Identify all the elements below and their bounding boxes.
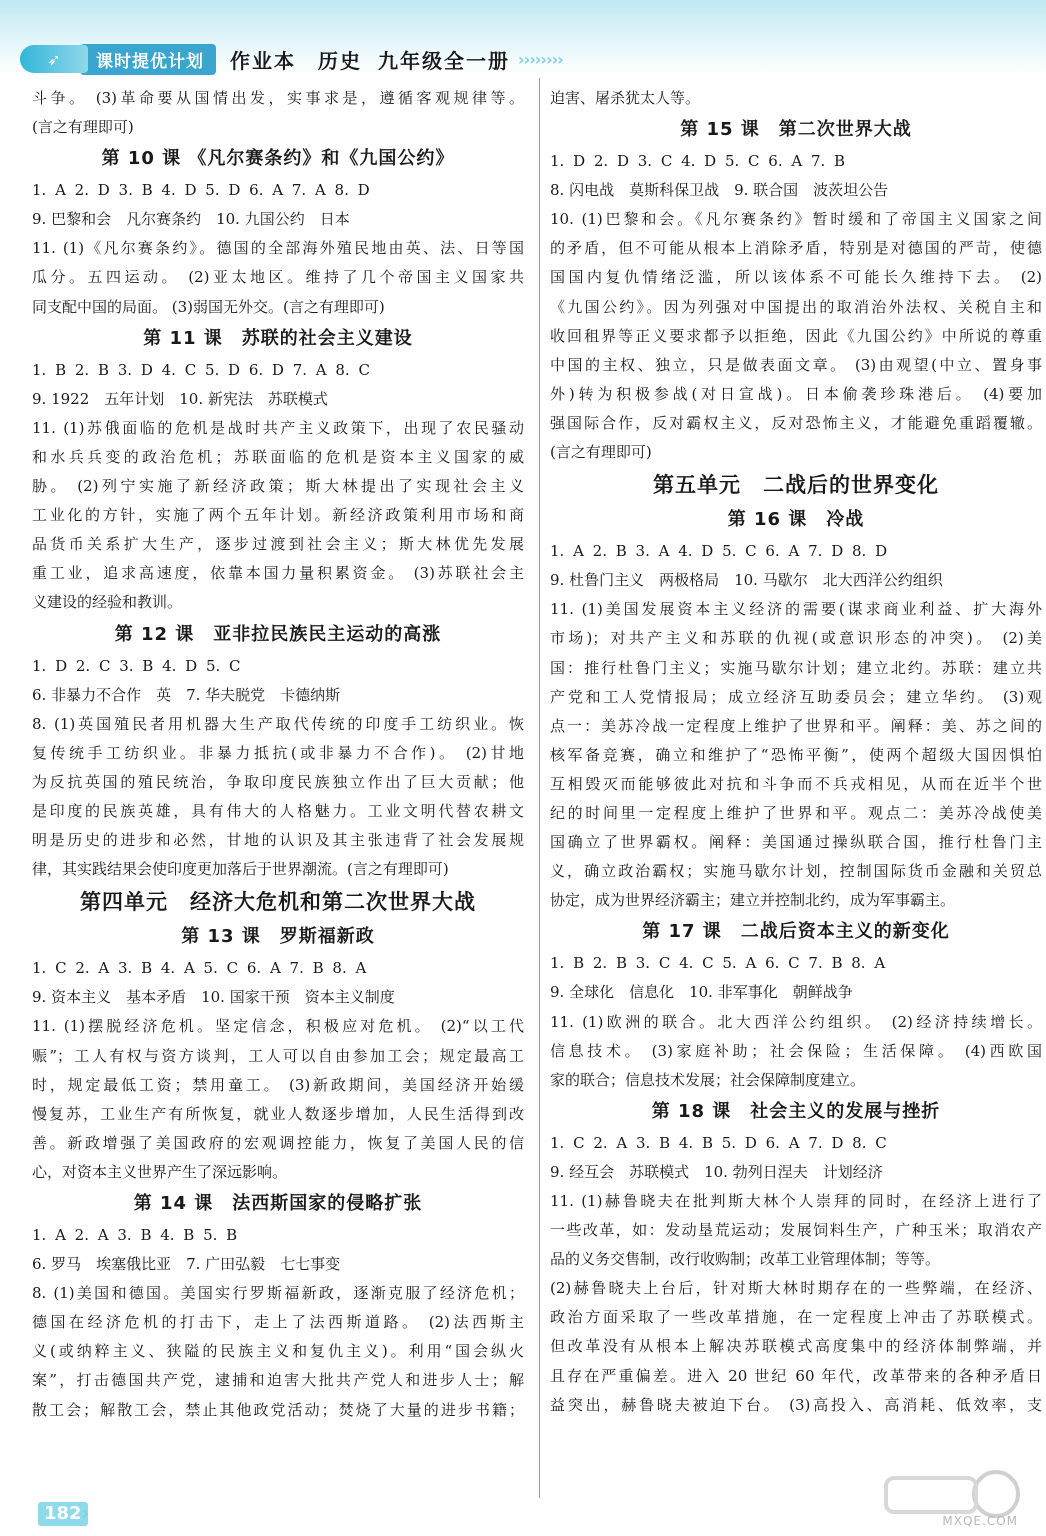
text-line: 9. 全球化 信息化 10. 非军事化 朝鲜战争 [550,983,853,1002]
text-line: 慢复苏，工业生产有所恢复，就业人数逐步增加，人民生活得到改 [32,1104,524,1123]
text-line: 8. 闪电战 莫斯科保卫战 9. 联合国 波茨坦公告 [550,181,889,200]
text-line: 品的义务交售制，改行收购制；改革工业管理体制；等等。 [550,1250,941,1269]
grade-label: 九年级全一册 [378,48,510,73]
text-line: 9. 经互会 苏联模式 10. 勃列日涅夫 计划经济 [550,1162,883,1181]
choice-answers: 1. A 2. A 3. B 4. B 5. B [32,1226,238,1244]
text-line: 赈”；工人有权与资方谈判，工人可以自由参加工会；规定最高工 [32,1046,524,1065]
text-line: 互相毁灭而能够彼此对抗和斗争而不兵戎相见，从而在近半个世 [550,774,1042,793]
text-line: 协定，成为世界经济霸主；建立并控制北约，成为军事霸主。 [550,891,956,910]
lesson-heading: 第 18 课 社会主义的发展与挫折 [651,1100,941,1122]
text-line: 收回租界等正义要求都予以拒绝，因此《九国公约》中所说的尊重 [550,326,1042,345]
text-line: 11. (1)摆脱经济危机。坚定信念，积极应对危机。 (2)“以工代 [32,1017,524,1036]
text-line: 工业化的方针，实施了两个五年计划。新经济政策利用市场和商 [32,506,524,525]
unit-heading: 第四单元 经济大危机和第二次世界大战 [80,890,476,915]
text-line: 11. (1)赫鲁晓夫在批判斯大林个人崇拜的同时，在经济上进行了 [550,1192,1042,1210]
text-line: 点一：美苏冷战一定程度上维护了世界和平。阐释：美、苏之间的 [550,716,1042,735]
text-line: 产党和工人党情报局；成立经济互助委员会；建立华约。 (3)观 [550,687,1042,706]
text-line: 品货币关系扩大生产，逐步过渡到社会主义；斯大林优先发展 [32,535,524,554]
choice-answers: 1. A 2. D 3. B 4. D 5. D 6. A 7. A 8. D [32,181,370,200]
text-line: 益突出，赫鲁晓夫被迫下台。 (3)高投入、高消耗、低效率，支 [550,1395,1042,1414]
text-line: (言之有理即可) [32,118,134,137]
text-line: (言之有理即可) [550,443,652,462]
text-line: (2)赫鲁晓夫上台后，针对斯大林时期存在的一些弊端，在经济、 [550,1279,1042,1298]
text-line: 核军备竞赛，确立和维护了“恐怖平衡”，使两个超级大国因惧怕 [550,745,1042,764]
text-line: 时，规定最低工资；禁用童工。 (3)新政期间，美国经济开始缓 [32,1075,524,1094]
text-line: 迫害、屠杀犹太人等。 [550,89,701,107]
lesson-heading: 第 16 课 冷战 [727,509,865,531]
text-line: 瓜分。五四运动。 (2)亚太地区。维持了几个帝国主义国家共 [32,268,524,287]
text-line: 家的联合；信息技术发展；社会保障制度建立。 [550,1070,866,1089]
text-line: 9. 巴黎和会 凡尔赛条约 10. 九国公约 日本 [32,210,350,229]
text-line: 心，对资本主义世界产生了深远影响。 [32,1162,288,1181]
text-line: 为反抗英国的殖民统治，争取印度民族独立作出了巨大贡献；他 [32,772,524,791]
text-line: 11. (1)《凡尔赛条约》。德国的全部海外殖民地由英、法、日等国 [32,239,524,258]
text-line: 的矛盾，但不可能从根本上消除矛盾，特别是对德国的严苛，使德 [550,239,1042,258]
text-line: 《九国公约》。因为列强对中国提出的取消治外法权、关税自主和 [550,297,1042,316]
text-line: 信息技术。 (3)家庭补助；社会保险；生活保障。 (4)西欧国 [550,1041,1042,1060]
text-line: 6. 罗马 埃塞俄比亚 7. 广田弘毅 七七事变 [32,1255,341,1274]
chevrons-right-icon: ›››››››› [518,49,563,69]
lesson-heading: 第 10 课 《凡尔赛条约》和《九国公约》 [101,148,455,170]
watermark-text: MXQE.COM [942,1514,1018,1528]
choice-answers: 1. C 2. A 3. B 4. B 5. D 6. A 7. D 8. C [550,1133,887,1152]
text-line: 德国在经济危机的打击下，走上了法西斯道路。 (2)法西斯主 [32,1313,524,1332]
chevron-right-icon: › [82,1503,90,1524]
text-line: 和水兵兵变的政治危机；苏联面临的危机是资本主义国家的威 [32,447,524,466]
text-line: 国：推行杜鲁门主义；实施马歇尔计划；建立北约。苏联：建立共 [550,658,1042,677]
text-line: 纪的时间里一定程度上维护了世界和平。观点二：美苏冷战使美 [550,803,1042,822]
text-line: 一些改革，如：发动垦荒运动；发展饲料生产，广种玉米；取消农产 [550,1221,1042,1240]
text-line: 义，确立政治霸权；实施马歇尔计划，控制国际货币金融和关贸总 [550,862,1042,881]
text-line: 善。新政增强了美国政府的宏观调控能力，恢复了美国人民的信 [32,1133,524,1152]
lesson-heading: 第 17 课 二战后资本主义的新变化 [642,921,950,943]
choice-answers: 1. D 2. C 3. B 4. D 5. C [32,656,241,675]
right-column [550,84,1042,1420]
text-line: 外)转为积极参战(对日宣战)。日本偷袭珍珠港后。 (4)要加 [550,384,1042,403]
text-line: 律，其实践结果会使印度更加落后于世界潮流。(言之有理即可) [32,860,449,879]
text-line: 9. 资本主义 基本矛盾 10. 国家干预 资本主义制度 [32,988,395,1007]
brand-logo-icon: ➶ [20,45,88,73]
text-line: 明是历史的进步和必然，甘地的认识及其主张违背了社会发展规 [32,831,524,850]
header-bar [20,44,563,74]
text-line: 9. 1922 五年计划 10. 新宪法 苏联模式 [32,389,328,408]
text-line: 国确立了世界霸权。阐释：美国通过操纵联合国，推行杜鲁门主 [550,833,1042,852]
text-line: 国国内复仇情绪泛滥，所以该体系不可能长久维持下去。 (2) [550,268,1042,287]
choice-answers: 1. A 2. B 3. A 4. D 5. C 6. A 7. D 8. D [550,542,888,561]
choice-answers: 1. C 2. A 3. B 4. A 5. C 6. A 7. B 8. A [32,959,367,978]
left-column [32,84,524,1425]
column-divider [539,78,540,1498]
lesson-heading: 第 11 课 苏联的社会主义建设 [143,327,413,349]
lesson-heading: 第 13 课 罗斯福新政 [181,926,375,948]
text-line: 胁。 (2)列宁实施了新经济政策；斯大林提出了实现社会主义 [32,477,524,496]
text-line: 案”，打击德国共产党，逮捕和迫害大批共产党人和进步人士；解 [32,1371,524,1390]
text-line: 强国际合作，反对霸权主义，反对恐怖主义，才能避免重蹈覆辙。 [550,413,1042,432]
lesson-heading: 第 15 课 第二次世界大战 [680,119,912,141]
book-title: 作业本 [230,48,296,73]
text-line: 同支配中国的局面。 (3)弱国无外交。(言之有理即可) [32,297,385,316]
lesson-heading: 第 12 课 亚非拉民族民主运动的高涨 [114,623,442,645]
unit-heading: 第五单元 二战后的世界变化 [653,473,939,498]
text-line: 斗争。 (3)革命要从国情出发，实事求是，遵循客观规律等。 [32,89,524,107]
text-line: 但改革没有从根本上解决苏联模式高度集中的经济体制弊端，并 [550,1337,1042,1356]
text-line: 11. (1)美国发展资本主义经济的需要(谋求商业利益、扩大海外 [550,600,1042,619]
text-line: 义建设的经验和教训。 [32,593,183,612]
subject-label: 历史 [318,48,362,73]
text-line: 重工业，追求高速度，依靠本国力量积累资金。 (3)苏联社会主 [32,564,524,583]
page-header [0,0,1046,74]
text-line: 复传统手工纺织业。非暴力抵抗(或非暴力不合作)。 (2)甘地 [32,743,524,762]
choice-answers: 1. B 2. B 3. D 4. C 5. D 6. D 7. A 8. C [32,360,370,379]
text-line: 是印度的民族英雄，具有伟大的人格魅力。工业文明代替农耕文 [32,801,524,820]
text-line: 11. (1)苏俄面临的危机是战时共产主义政策下，出现了农民骚动 [32,418,524,437]
text-line: 11. (1)欧洲的联合。北大西洋公约组织。 (2)经济持续增长。 [550,1012,1042,1031]
text-line: 政治方面采取了一些改革措施，在一定程度上冲击了苏联模式。 [550,1308,1042,1327]
text-line: 且存在严重偏差。进入 20 世纪 60 年代，改革带来的各种矛盾日 [550,1366,1042,1385]
text-line: 9. 杜鲁门主义 两极格局 10. 马歇尔 北大西洋公约组织 [550,571,943,590]
text-line: 6. 非暴力不合作 英 7. 华夫脱党 卡德纳斯 [32,685,341,704]
choice-answers: 1. B 2. B 3. C 4. C 5. A 6. C 7. B 8. A [550,954,886,973]
text-line: 8. (1)英国殖民者用机器大生产取代传统的印度手工纺织业。恢 [32,714,524,733]
text-line: 8. (1)美国和德国。美国实行罗斯福新政，逐渐克服了经济危机； [32,1284,524,1303]
choice-answers: 1. D 2. D 3. C 4. D 5. C 6. A 7. B [550,152,846,171]
lesson-heading: 第 14 课 法西斯国家的侵略扩张 [133,1193,423,1214]
text-line: 中国的主权、独立，只是做表面文章。 (3)由观望(中立、置身事 [550,355,1042,374]
text-line: 10. (1)巴黎和会。《凡尔赛条约》暂时缓和了帝国主义国家之间 [550,210,1042,229]
text-line: 散工会；解散工会，禁止其他政党活动；焚烧了大量的进步书籍； [32,1400,524,1419]
brand-badge: 课时提优计划 [80,44,216,75]
text-line: 义(或纳粹主义、狭隘的民族主义和复仇主义)。利用“国会纵火 [32,1342,524,1361]
text-line: 市场)；对共产主义和苏联的仇视(或意识形态的冲突)。 (2)美 [550,629,1042,648]
page-number: 182 [38,1502,88,1526]
